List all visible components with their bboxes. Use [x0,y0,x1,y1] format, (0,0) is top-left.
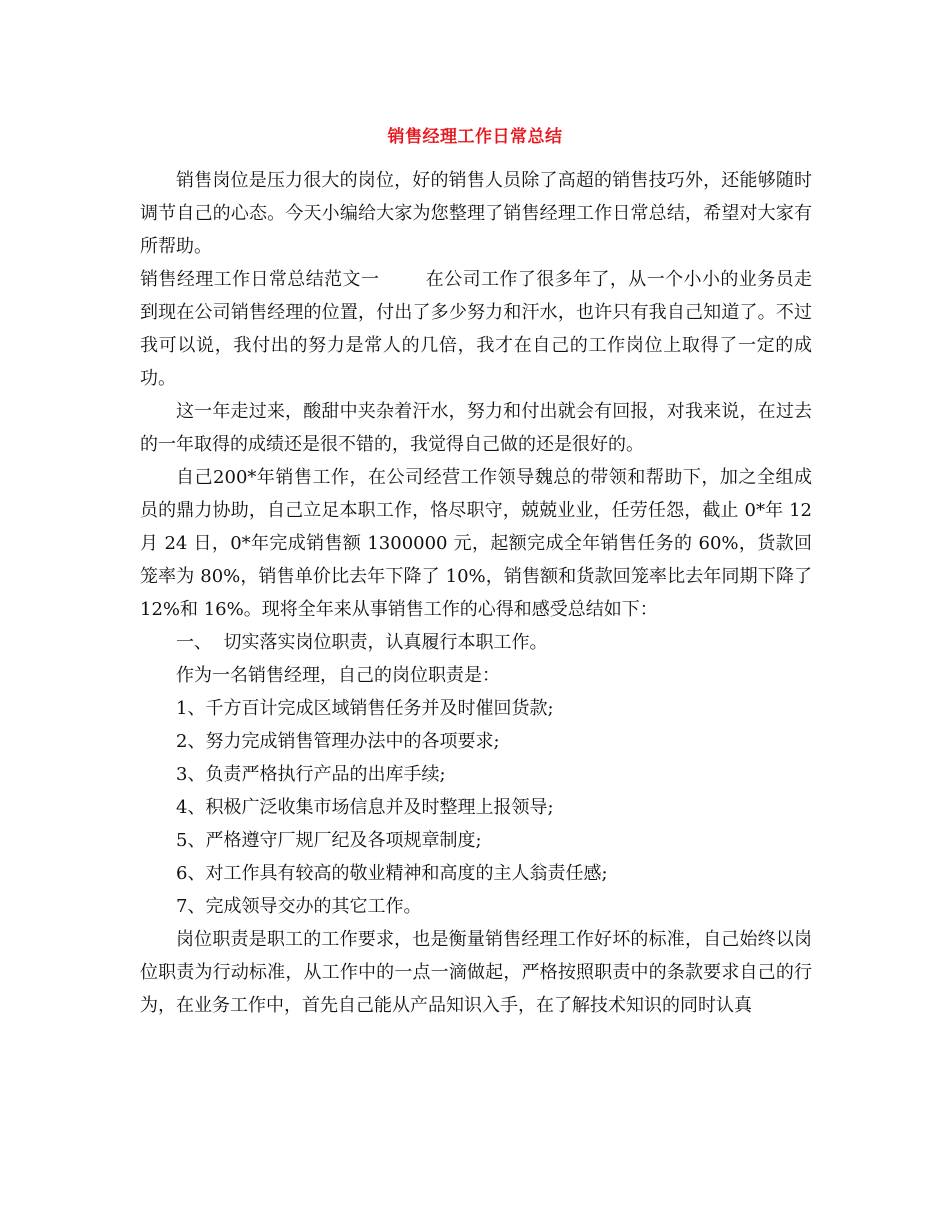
list-item: 4、积极广泛收集市场信息并及时整理上报领导; [176,797,554,818]
list-item: 7、完成领导交办的其它工作。 [176,896,422,917]
year-paragraph: 这一年走过来，酸甜中夹杂着汗水，努力和付出就会有回报，对我来说，在过去的一年取得的成绩还是很不错的，我觉得自己做的还是很好的。 [140,401,812,455]
sales-paragraph: 自己200*年销售工作，在公司经营工作领导魏总的带领和帮助下，加之全组成员的鼎力协助，自己立足本职工作，恪尽职守，兢兢业业，任劳任怨，截止 0*年 12 月 24 日，0*年完成销售额 1300000 元，起额完成全年销售任务的 60%，货款回笼率为 80%，销售单价比去年下降了 10%，销售额和货款回笼率比去年同期下降了 12%和 16%。现将全年来从事销售工作的心得和感受总结如下： [140,467,812,620]
section-label: 销售经理工作日常总结范文一 [140,269,380,290]
section-paragraph [140,263,812,395]
list-item: 6、对工作具有较高的敬业精神和高度的主人翁责任感; [176,863,608,884]
list-item: 2、努力完成销售管理办法中的各项要求; [176,731,500,752]
closing-paragraph: 岗位职责是职工的工作要求，也是衡量销售经理工作好坏的标准，自己始终以岗位职责为行动标准，从工作中的一点一滴做起，严格按照职责中的条款要求自己的行为，在业务工作中，首先自己能从产品知识入手，在了解技术知识的同时认真 [140,929,812,1016]
heading-one: 一、 切实落实岗位职责，认真履行本职工作。 [176,632,548,653]
list-item: 1、千方百计完成区域销售任务并及时催回货款; [176,698,554,719]
duties-intro: 作为一名销售经理，自己的岗位职责是： [176,665,500,686]
section-text: 在公司工作了很多年了，从一个小小的业务员走到现在公司销售经理的位置，付出了多少努力和汗水，也许只有我自己知道了。不过我可以说，我付出的努力是常人的几倍，我才在自己的工作岗位上取得了一定的成功。 [140,269,813,389]
document-body [140,164,812,1022]
list-item: 5、严格遵守厂规厂纪及各项规章制度; [176,830,482,851]
intro-paragraph: 销售岗位是压力很大的岗位，好的销售人员除了高超的销售技巧外，还能够随时调节自己的心态。今天小编给大家为您整理了销售经理工作日常总结，希望对大家有所帮助。 [140,170,812,257]
document-title: 销售经理工作日常总结 [387,127,563,147]
list-item: 3、负责严格执行产品的出库手续; [176,764,446,785]
